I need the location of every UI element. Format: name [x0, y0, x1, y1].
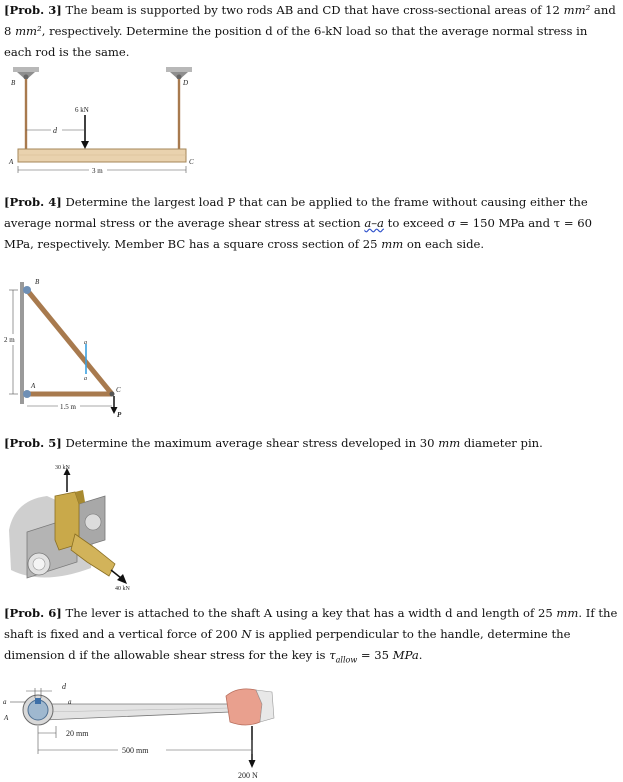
prob3-text-a: The beam is supported by two rods AB and CD that have cross-sectional areas of 12 [61, 3, 564, 17]
prob6-tau-symbol: τ [329, 648, 336, 662]
pin-back [85, 514, 101, 530]
hand [226, 689, 262, 725]
label-a: A [9, 158, 14, 166]
prob4-figure [2, 270, 132, 422]
load-p-label: P [117, 411, 122, 419]
top-force-label: 30 kN [55, 465, 70, 471]
dim-height-label: 2 m [4, 336, 15, 344]
force-arrowhead [249, 760, 256, 768]
dim-large-label: 500 mm [122, 746, 149, 755]
prob6-label: [Prob. 6] [4, 606, 62, 620]
wall [20, 282, 24, 404]
member-bc [27, 290, 112, 394]
prob6-figure [0, 678, 300, 782]
section-label-top: a [84, 340, 87, 346]
lever-handle [44, 704, 230, 720]
prob4-label: [Prob. 4] [4, 195, 62, 209]
prob5-text-b: diameter pin. [460, 436, 543, 450]
prob4-text-c: on each side. [403, 237, 485, 251]
prob3-text-c: , respectively. Determine the position d of the 6-kN load so that the average normal stress in each rod is the same. [4, 24, 588, 59]
prob3-text [4, 0, 618, 63]
prob6-text-c: is applied perpendicular to the handle, determine the dimension d if the allowable shear stress for the key is [4, 627, 571, 662]
prob3-unit-a: mm² [563, 3, 591, 17]
label-b: B [11, 79, 16, 87]
prob5-figure [3, 460, 153, 592]
dim-d-label: d [62, 682, 66, 691]
prob3-figure [5, 63, 205, 178]
dim-span-label: 3 m [92, 167, 103, 175]
prob5-unit: mm [438, 436, 461, 450]
prob5-label: [Prob. 5] [4, 436, 62, 450]
pin-b [24, 75, 29, 80]
prob4-section: a–a [364, 216, 384, 230]
prob6-text [4, 603, 618, 670]
prob3-text-b: and 8 [4, 3, 616, 38]
side-force-arrow [111, 570, 121, 578]
support-d-plate [166, 67, 192, 72]
prob4-text-a: Determine the largest load P that can be applied to the frame without causing either the average normal stress or the average shear stress at section [4, 195, 588, 230]
support-b-plate [13, 67, 39, 72]
pin-b [23, 286, 31, 294]
prob4-text [4, 192, 618, 255]
prob6-text-b: . If the shaft is fixed and a vertical force of 200 [4, 606, 618, 641]
pin-a [23, 390, 31, 398]
prob6-unit: mm [556, 606, 579, 620]
label-a: A [31, 382, 36, 390]
label-d: D [183, 79, 189, 87]
prob5-text-a: Determine the maximum average shear stress developed in 30 [61, 436, 439, 450]
load-arrowhead [81, 141, 89, 149]
section-label-bottom: a [84, 376, 87, 382]
pin-hole [33, 558, 45, 570]
prob6-tau-sub: allow [335, 655, 358, 665]
dim-width-label: 1.5 m [60, 403, 76, 411]
prob6-text-d: = 35 [357, 648, 393, 662]
section-label-left: a [3, 698, 7, 706]
dim-d-label: d [53, 126, 57, 135]
label-c: C [116, 386, 121, 394]
beam [18, 149, 186, 162]
label-b: B [35, 278, 40, 286]
prob6-text-a: The lever is attached to the shaft A using a key that has a width d and length of 25 [61, 606, 557, 620]
prob3-unit-b: mm² [15, 24, 42, 38]
prob4-unit: mm [381, 237, 404, 251]
section-label-right: a [68, 698, 72, 706]
key [35, 698, 41, 704]
prob6-text-e: . [418, 648, 423, 662]
prob5-text [4, 433, 618, 454]
prob3-label: [Prob. 3] [4, 3, 62, 17]
force-label: 200 N [238, 771, 258, 780]
label-c: C [189, 158, 194, 166]
prob6-tau [329, 648, 358, 665]
prob6-unit-n: N [241, 627, 252, 641]
load-label: 6 kN [75, 106, 89, 114]
prob6-unit-mpa: MPa [392, 648, 419, 662]
pin-d [177, 75, 182, 80]
side-force-label: 40 kN [115, 586, 130, 592]
dim-small-label: 20 mm [66, 729, 89, 738]
label-a: A [4, 714, 9, 722]
pin-c [110, 392, 115, 397]
prob4-text-b: to exceed σ = 150 MPa and τ = 60 MPa, respectively. Member BC has a square cross section of 25 [4, 216, 592, 251]
